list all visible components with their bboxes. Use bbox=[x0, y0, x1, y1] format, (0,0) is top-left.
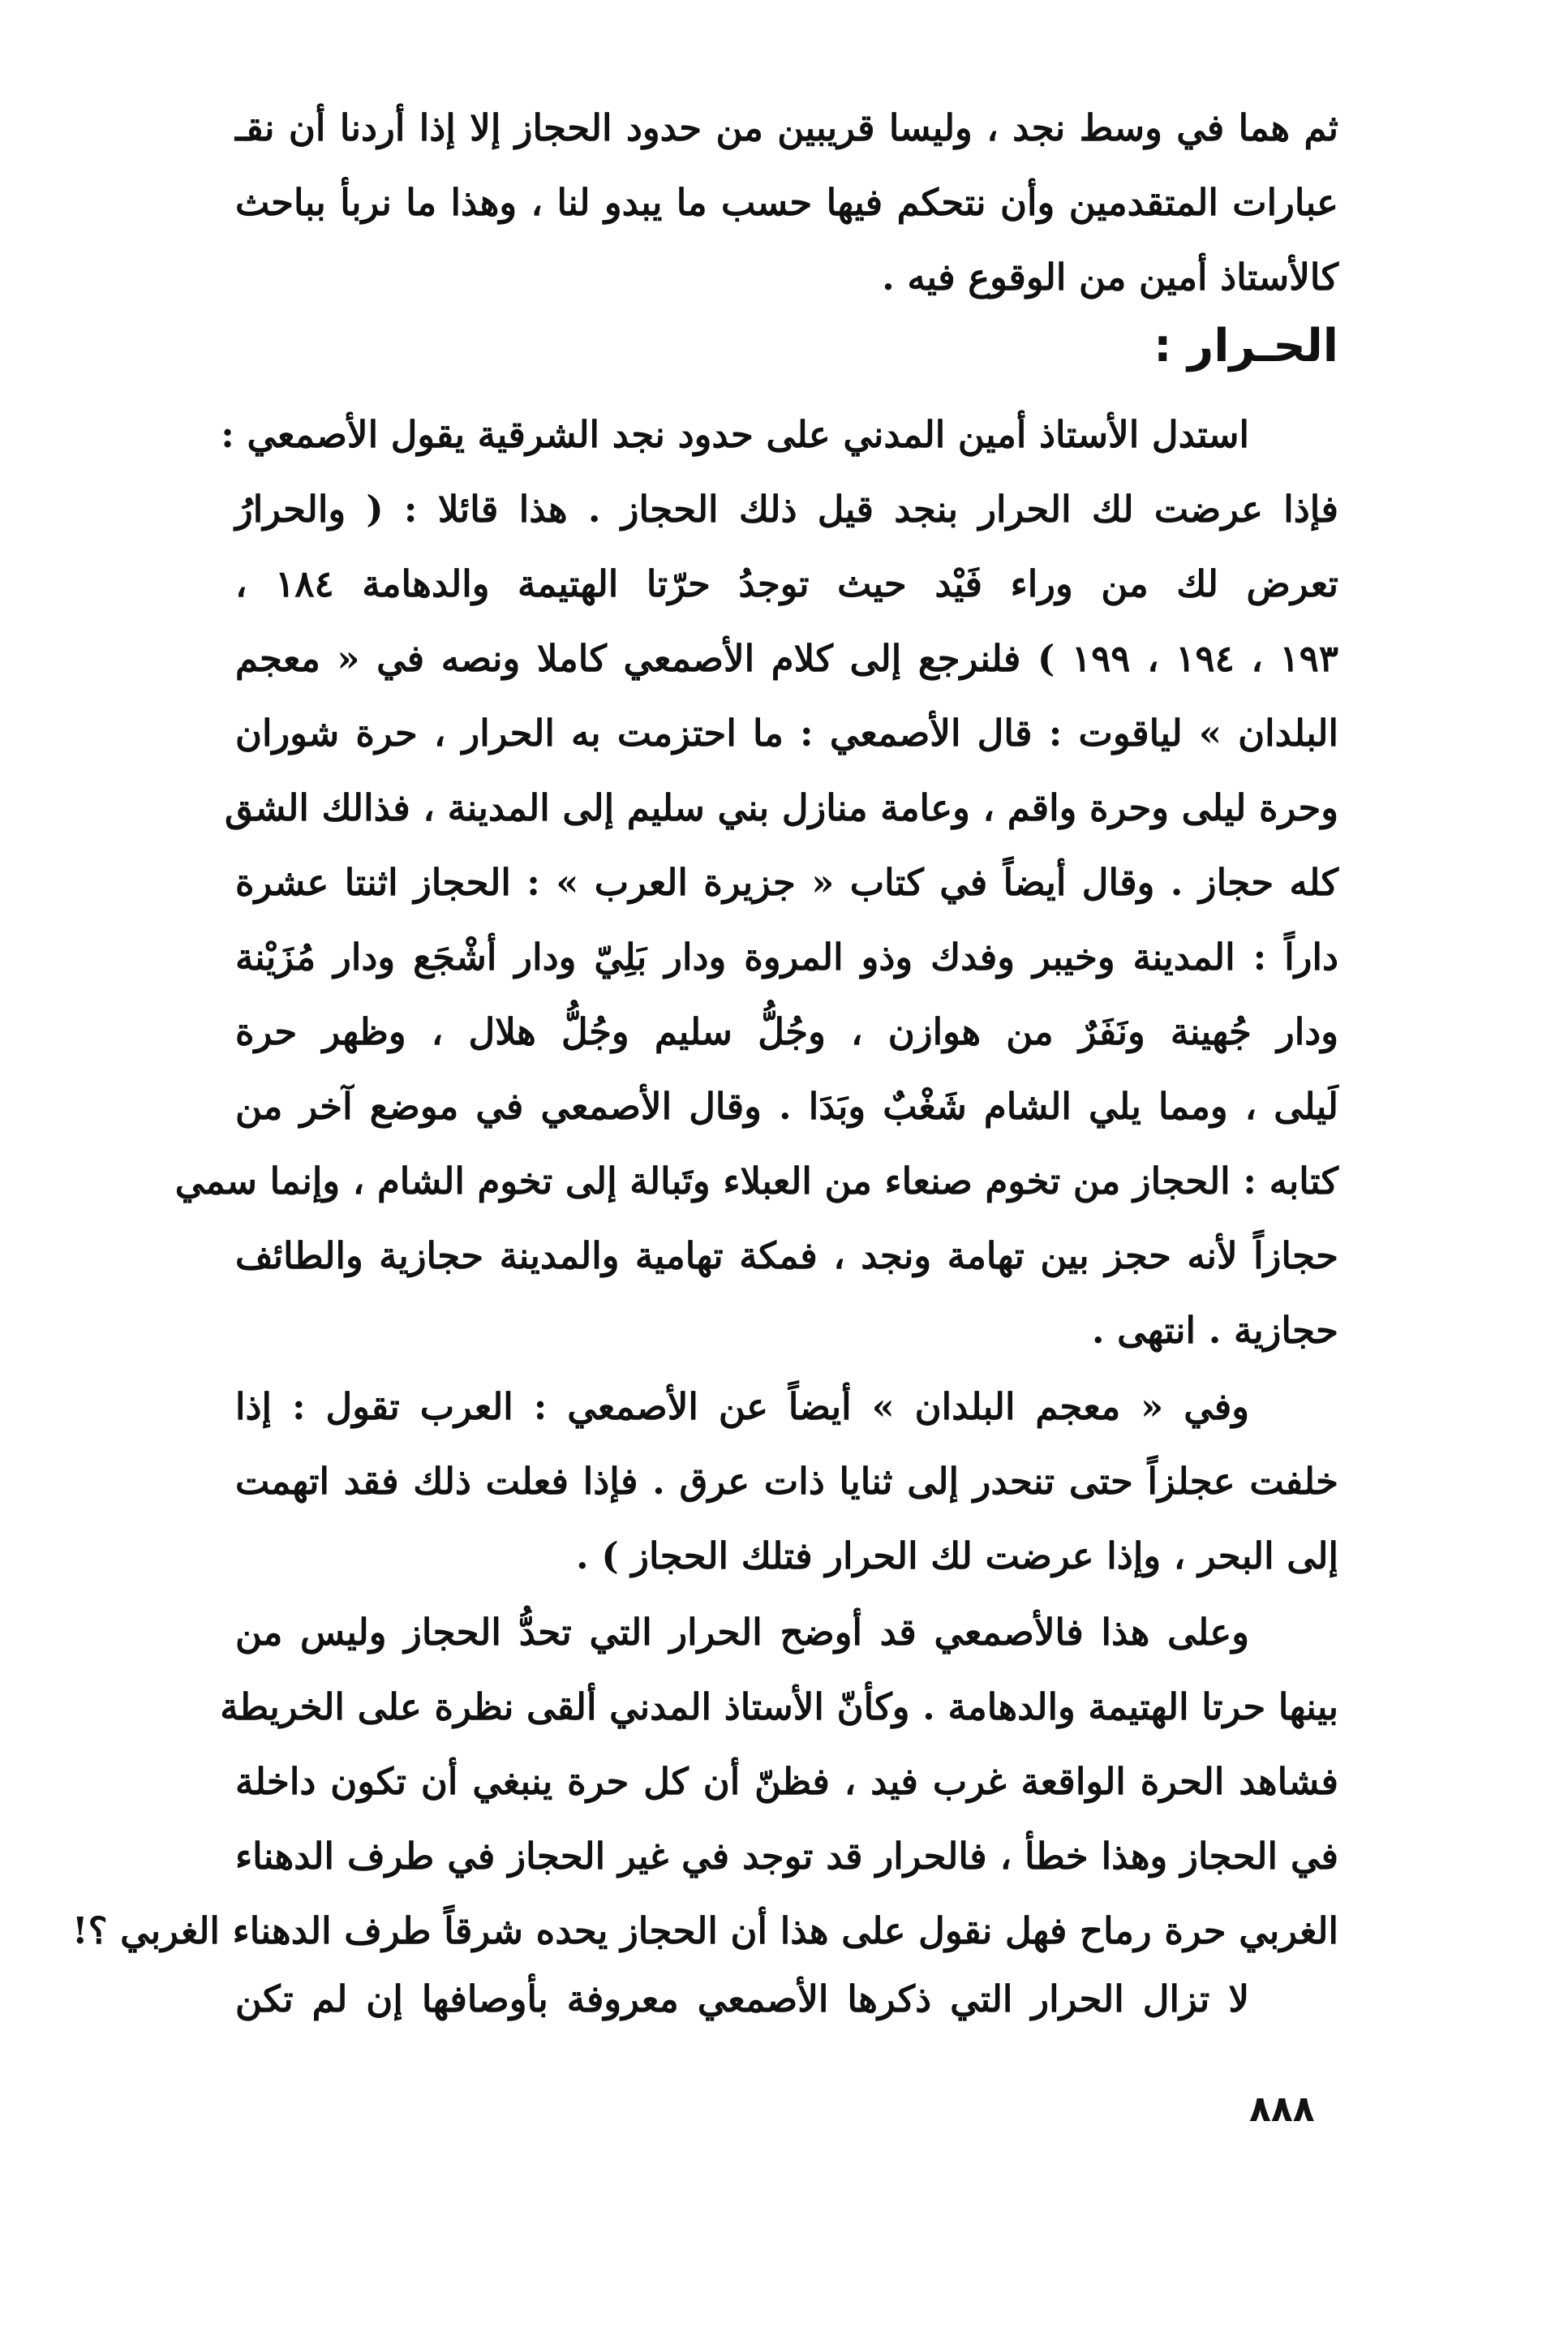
intro-paragraph bbox=[235, 91, 1338, 315]
text-line: تعرض لك من وراء فَيْد حيث توجدُ حرّتا الهتيمة والدهامة ١٨٤ ، bbox=[235, 562, 1338, 605]
text-line: فإذا عرضت لك الحرار بنجد قيل ذلك الحجاز . هذا قائلا : ( والحرارُ bbox=[235, 488, 1338, 531]
text-line: الغربي حرة رماح فهل نقول على هذا أن الحجاز يحده شرقاً طرف الدهناء الغربي ؟! bbox=[71, 1909, 1338, 1952]
text-line: البلدان » لياقوت : قال الأصمعي : ما احتزمت به الحرار ، حرة شوران bbox=[235, 712, 1338, 755]
paragraph-4 bbox=[235, 1962, 1338, 2037]
text-line: ثم هما في وسط نجد ، وليسا قريبين من حدود الحجاز إلا إذا أردنا أن نقـ bbox=[235, 106, 1338, 149]
text-line: بينها حرتا الهتيمة والدهامة . وكأنّ الأستاذ المدني ألقى نظرة على الخريطة bbox=[220, 1685, 1338, 1728]
text-line: وحرة ليلى وحرة واقم ، وعامة منازل بني سليم إلى المدينة ، فذالك الشق bbox=[224, 786, 1338, 829]
text-line: لا تزال الحرار التي ذكرها الأصمعي معروفة بأوصافها إن لم تكن bbox=[235, 1977, 1249, 2020]
text-line: ١٩٣ ، ١٩٤ ، ١٩٩ ) فلنرجع إلى كلام الأصمعي كاملا ونصه في « معجم bbox=[235, 637, 1339, 680]
text-line: وعلى هذا فالأصمعي قد أوضح الحرار التي تحدُّ الحجاز وليس من bbox=[235, 1611, 1249, 1654]
text-line: حجازاً لأنه حجز بين تهامة ونجد ، فمكة تهامية والمدينة حجازية والطائف bbox=[235, 1234, 1338, 1277]
text-line: استدل الأستاذ أمين المدني على حدود نجد الشرقية يقول الأصمعي : bbox=[221, 413, 1249, 456]
text-line: ودار جُهينة ونَفَرٌ من هوازن ، وجُلُّ سليم وجُلُّ هلال ، وظهر حرة bbox=[235, 1010, 1338, 1053]
text-line: خلفت عجلزاً حتى تنحدر إلى ثنايا ذات عرق . فإذا فعلت ذلك فقد اتهمت bbox=[235, 1460, 1338, 1503]
text-line: كله حجاز . وقال أيضاً في كتاب « جزيرة العرب » : الحجاز اثنتا عشرة bbox=[235, 861, 1338, 904]
page-number: ٨٨٨ bbox=[1249, 2089, 1315, 2130]
text-line: فشاهد الحرة الواقعة غرب فيد ، فظنّ أن كل حرة ينبغي أن تكون داخلة bbox=[235, 1760, 1338, 1803]
text-line: وفي « معجم البلدان » أيضاً عن الأصمعي : العرب تقول : إذا bbox=[235, 1385, 1249, 1428]
section-heading: الحـرار : bbox=[1153, 320, 1338, 372]
text-line: كالأستاذ أمين من الوقوع فيه . bbox=[882, 256, 1338, 299]
text-line: داراً : المدينة وخيبر وفدك وذو المروة ودار بَلِيّ ودار أشْجَع ودار مُزَيْنة bbox=[235, 936, 1338, 979]
text-line: حجازية . انتهى . bbox=[1091, 1309, 1338, 1352]
text-line: إلى البحر ، وإذا عرضت لك الحرار فتلك الحجاز ) . bbox=[575, 1534, 1338, 1577]
text-line: لَيلى ، ومما يلي الشام شَغْبٌ وبَدَا . وقال الأصمعي في موضع آخر من bbox=[235, 1085, 1338, 1128]
text-line: عبارات المتقدمين وأن نتحكم فيها حسب ما يبدو لنا ، وهذا ما نربأ بباحث bbox=[235, 181, 1338, 224]
paragraph-1 bbox=[174, 398, 1339, 1368]
text-line: في الحجاز وهذا خطأ ، فالحرار قد توجد في غير الحجاز في طرف الدهناء bbox=[235, 1835, 1338, 1878]
paragraph-2 bbox=[235, 1370, 1338, 1594]
text-line: كتابه : الحجاز من تخوم صنعاء من العبلاء وتَبالة إلى تخوم الشام ، وإنما سمي bbox=[174, 1160, 1338, 1203]
paragraph-3 bbox=[71, 1595, 1338, 1969]
